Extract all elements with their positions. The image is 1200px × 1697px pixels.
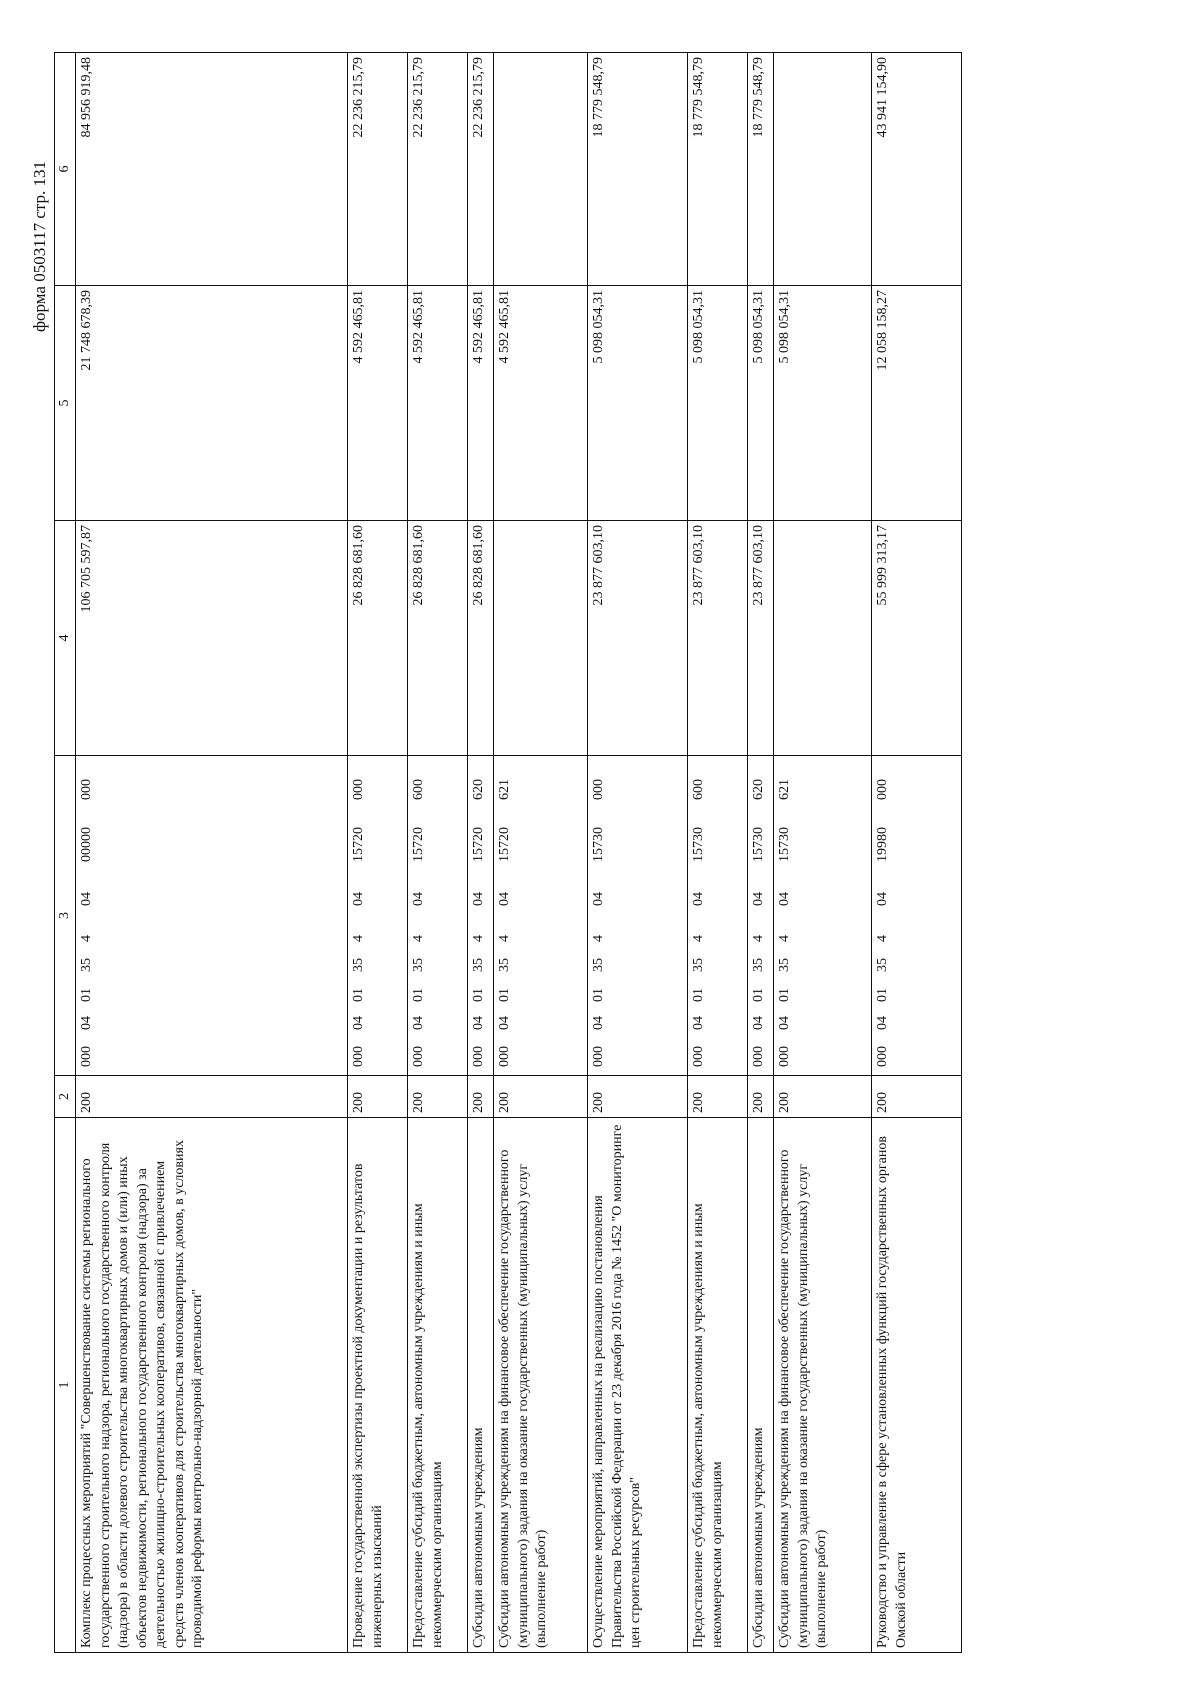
code-segment: 4 <box>591 935 607 942</box>
line-code-cell: 200 <box>494 1076 588 1118</box>
code-segment: 000 <box>875 779 891 800</box>
row-name-cell: Руководство и управление в сфере установленных функций государственных органов Омской области <box>872 1118 962 1653</box>
unexecuted-amount-cell: 22 236 215,79 <box>468 53 494 286</box>
line-code-cell: 200 <box>76 1076 348 1118</box>
unexecuted-amount-cell: 22 236 215,79 <box>348 53 408 286</box>
row-name-cell: Проведение государственной экспертизы проектной документации и результатов инженерных изысканий <box>348 1118 408 1653</box>
code-segment: 600 <box>691 779 707 800</box>
classification-code-cell <box>76 756 348 1076</box>
code-segment: 35 <box>471 958 487 972</box>
unexecuted-amount-cell <box>494 53 588 286</box>
code-segment: 4 <box>351 935 367 942</box>
code-segment: 04 <box>875 1016 891 1030</box>
table-row <box>494 53 588 1653</box>
classification-code-cell <box>408 756 468 1076</box>
code-segment: 4 <box>777 935 793 942</box>
line-code-cell: 200 <box>774 1076 872 1118</box>
code-segment: 01 <box>471 988 487 1002</box>
column-header: 1 <box>55 1118 76 1653</box>
classification-code-cell <box>494 756 588 1076</box>
code-segment: 000 <box>471 1046 487 1067</box>
code-segment: 35 <box>591 958 607 972</box>
code-segment: 04 <box>351 1016 367 1030</box>
executed-amount-cell: 5 098 054,31 <box>748 286 774 521</box>
row-name-cell: Субсидии автономным учреждениям на финансовое обеспечение государственного (муниципального) задания на оказание государственных (муниципальных) услуг (выполнение работ) <box>774 1118 872 1653</box>
table-row <box>688 53 748 1653</box>
code-segment: 000 <box>497 1046 513 1067</box>
approved-amount-cell: 26 828 681,60 <box>468 521 494 756</box>
code-segment: 04 <box>691 892 707 906</box>
executed-amount-cell: 4 592 465,81 <box>494 286 588 521</box>
code-segment: 15720 <box>471 827 487 862</box>
code-segment: 04 <box>471 1016 487 1030</box>
line-code-cell: 200 <box>468 1076 494 1118</box>
table-row <box>588 53 688 1653</box>
code-segment: 15730 <box>777 827 793 862</box>
row-name-cell: Субсидии автономным учреждениям <box>468 1118 494 1653</box>
code-segment: 04 <box>79 892 95 906</box>
table-row <box>76 53 348 1653</box>
classification-code-cell <box>748 756 774 1076</box>
code-segment: 04 <box>497 1016 513 1030</box>
row-name-cell: Комплекс процессных мероприятий "Совершенствование системы регионального государственного строительного надзора, регионального государственного контроля (надзора) в области долевого строительства многоквартирных домов и (или) иных объектов недвижимости, регионального государственного контроля (надзора) за деятельностью жилищно-строительных кооперативов, связанной с привлечением средств членов кооперативов для строительства многоквартирных домов, в условиях проводимой реформы контрольно-надзорной деятельности" <box>76 1118 348 1653</box>
code-segment: 620 <box>751 779 767 800</box>
code-segment: 01 <box>751 988 767 1002</box>
column-header: 3 <box>55 756 76 1076</box>
approved-amount-cell <box>774 521 872 756</box>
column-header: 2 <box>55 1076 76 1118</box>
unexecuted-amount-cell: 22 236 215,79 <box>408 53 468 286</box>
code-segment: 000 <box>751 1046 767 1067</box>
code-segment: 000 <box>351 779 367 800</box>
approved-amount-cell: 106 705 597,87 <box>76 521 348 756</box>
code-segment: 4 <box>751 935 767 942</box>
classification-code-cell <box>872 756 962 1076</box>
row-name-cell: Осуществление мероприятий, направленных на реализацию постановления Правительства Российской Федерации от 23 декабря 2016 года № 1452 "О мониторинге цен строительных ресурсов" <box>588 1118 688 1653</box>
executed-amount-cell: 12 058 158,27 <box>872 286 962 521</box>
line-code-cell: 200 <box>748 1076 774 1118</box>
classification-code-cell <box>468 756 494 1076</box>
code-segment: 35 <box>79 958 95 972</box>
approved-amount-cell: 55 999 313,17 <box>872 521 962 756</box>
approved-amount-cell <box>494 521 588 756</box>
table-row <box>872 53 962 1653</box>
code-segment: 01 <box>411 988 427 1002</box>
code-segment: 04 <box>875 892 891 906</box>
code-segment: 000 <box>411 1046 427 1067</box>
code-segment: 35 <box>777 958 793 972</box>
code-segment: 000 <box>79 1046 95 1067</box>
executed-amount-cell: 21 748 678,39 <box>76 286 348 521</box>
code-segment: 01 <box>351 988 367 1002</box>
executed-amount-cell: 4 592 465,81 <box>348 286 408 521</box>
unexecuted-amount-cell: 18 779 548,79 <box>748 53 774 286</box>
code-segment: 15730 <box>691 827 707 862</box>
code-segment: 35 <box>751 958 767 972</box>
code-segment: 19980 <box>875 827 891 862</box>
code-segment: 04 <box>691 1016 707 1030</box>
code-segment: 04 <box>79 1016 95 1030</box>
code-segment: 35 <box>691 958 707 972</box>
code-segment: 000 <box>591 1046 607 1067</box>
approved-amount-cell: 23 877 603,10 <box>588 521 688 756</box>
line-code-cell: 200 <box>348 1076 408 1118</box>
code-segment: 4 <box>79 935 95 942</box>
code-segment: 00000 <box>79 827 95 862</box>
budget-execution-table <box>54 52 962 1653</box>
code-segment: 4 <box>875 935 891 942</box>
code-segment: 01 <box>777 988 793 1002</box>
code-segment: 600 <box>411 779 427 800</box>
table-row <box>468 53 494 1653</box>
code-segment: 01 <box>691 988 707 1002</box>
code-segment: 15720 <box>497 827 513 862</box>
code-segment: 15720 <box>411 827 427 862</box>
code-segment: 04 <box>751 1016 767 1030</box>
code-segment: 000 <box>79 779 95 800</box>
code-segment: 01 <box>79 988 95 1002</box>
table-row <box>774 53 872 1653</box>
classification-code-cell <box>348 756 408 1076</box>
code-segment: 000 <box>591 779 607 800</box>
classification-code-cell <box>688 756 748 1076</box>
unexecuted-amount-cell: 18 779 548,79 <box>588 53 688 286</box>
executed-amount-cell: 5 098 054,31 <box>688 286 748 521</box>
code-segment: 4 <box>471 935 487 942</box>
approved-amount-cell: 23 877 603,10 <box>688 521 748 756</box>
code-segment: 04 <box>411 1016 427 1030</box>
code-segment: 04 <box>497 892 513 906</box>
executed-amount-cell: 4 592 465,81 <box>408 286 468 521</box>
code-segment: 35 <box>497 958 513 972</box>
code-segment: 620 <box>471 779 487 800</box>
line-code-cell: 200 <box>688 1076 748 1118</box>
line-code-cell: 200 <box>408 1076 468 1118</box>
approved-amount-cell: 26 828 681,60 <box>408 521 468 756</box>
unexecuted-amount-cell: 84 956 919,48 <box>76 53 348 286</box>
classification-code-cell <box>774 756 872 1076</box>
code-segment: 04 <box>351 892 367 906</box>
unexecuted-amount-cell: 43 941 154,90 <box>872 53 962 286</box>
code-segment: 15730 <box>591 827 607 862</box>
executed-amount-cell: 5 098 054,31 <box>588 286 688 521</box>
column-header: 5 <box>55 286 76 521</box>
code-segment: 4 <box>691 935 707 942</box>
code-segment: 621 <box>777 779 793 800</box>
code-segment: 15720 <box>351 827 367 862</box>
code-segment: 04 <box>471 892 487 906</box>
code-segment: 01 <box>497 988 513 1002</box>
code-segment: 621 <box>497 779 513 800</box>
row-name-cell: Субсидии автономным учреждениям <box>748 1118 774 1653</box>
column-header: 4 <box>55 521 76 756</box>
code-segment: 000 <box>351 1046 367 1067</box>
unexecuted-amount-cell: 18 779 548,79 <box>688 53 748 286</box>
unexecuted-amount-cell <box>774 53 872 286</box>
code-segment: 35 <box>875 958 891 972</box>
code-segment: 04 <box>591 892 607 906</box>
code-segment: 000 <box>777 1046 793 1067</box>
approved-amount-cell: 23 877 603,10 <box>748 521 774 756</box>
table-row <box>748 53 774 1653</box>
code-segment: 000 <box>691 1046 707 1067</box>
form-page-label: форма 0503117 стр. 131 <box>30 161 49 332</box>
code-segment: 04 <box>777 892 793 906</box>
table-row <box>348 53 408 1653</box>
column-number-row <box>55 53 76 1653</box>
row-name-cell: Предоставление субсидий бюджетным, автономным учреждениям и иным некоммерческим организациям <box>408 1118 468 1653</box>
executed-amount-cell: 5 098 054,31 <box>774 286 872 521</box>
row-name-cell: Субсидии автономным учреждениям на финансовое обеспечение государственного (муниципального) задания на оказание государственных (муниципальных) услуг (выполнение работ) <box>494 1118 588 1653</box>
code-segment: 4 <box>411 935 427 942</box>
approved-amount-cell: 26 828 681,60 <box>348 521 408 756</box>
line-code-cell: 200 <box>588 1076 688 1118</box>
executed-amount-cell: 4 592 465,81 <box>468 286 494 521</box>
code-segment: 04 <box>591 1016 607 1030</box>
classification-code-cell <box>588 756 688 1076</box>
code-segment: 04 <box>777 1016 793 1030</box>
table-row <box>408 53 468 1653</box>
code-segment: 01 <box>591 988 607 1002</box>
code-segment: 04 <box>411 892 427 906</box>
code-segment: 01 <box>875 988 891 1002</box>
column-header: 6 <box>55 53 76 286</box>
code-segment: 35 <box>411 958 427 972</box>
code-segment: 4 <box>497 935 513 942</box>
code-segment: 15730 <box>751 827 767 862</box>
code-segment: 35 <box>351 958 367 972</box>
row-name-cell: Предоставление субсидий бюджетным, автономным учреждениям и иным некоммерческим организациям <box>688 1118 748 1653</box>
code-segment: 000 <box>875 1046 891 1067</box>
line-code-cell: 200 <box>872 1076 962 1118</box>
code-segment: 04 <box>751 892 767 906</box>
